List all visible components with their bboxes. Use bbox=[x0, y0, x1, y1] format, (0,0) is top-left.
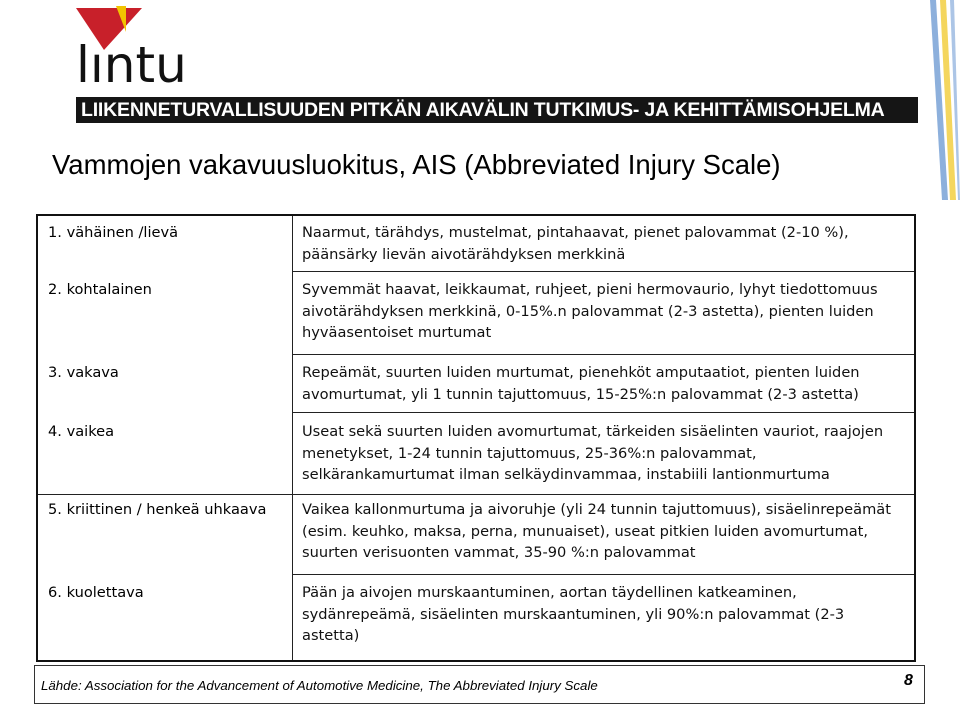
description-line: (esim. keuhko, maksa, perna, munuaiset), useat pitkien luiden avomurtumat, bbox=[302, 522, 868, 540]
description-line: Pään ja aivojen murskaantuminen, aortan täydellinen katkeaminen, bbox=[302, 584, 797, 601]
description-line: astetta) bbox=[302, 627, 360, 644]
footer-border-left bbox=[34, 665, 35, 703]
description-line: päänsärky lievän aivotärähdyksen merkkinä bbox=[302, 245, 626, 263]
ais-scale-table bbox=[36, 214, 916, 662]
level-4-label: 4. vaikea bbox=[48, 423, 115, 440]
level-3-description bbox=[302, 362, 908, 405]
page-title: Vammojen vakavuusluokitus, AIS (Abbreviated Injury Scale) bbox=[52, 149, 781, 180]
level-5-description bbox=[302, 499, 908, 564]
level-5-label: 5. kriittinen / henkeä uhkaava bbox=[48, 501, 267, 518]
page-number: 8 bbox=[904, 672, 913, 689]
level-6-label: 6. kuolettava bbox=[48, 584, 144, 601]
program-banner: LIIKENNETURVALLISUUDEN PITKÄN AIKAVÄLIN TUTKIMUS- JA KEHITTÄMISOHJELMA bbox=[76, 97, 918, 123]
description-line: aivotärähdyksen merkkinä, 0-15%.n palovammat (2-3 astetta), pienten luiden bbox=[302, 302, 874, 320]
footer-border-top bbox=[34, 665, 924, 666]
row-divider bbox=[292, 354, 914, 355]
footer-border-bottom bbox=[34, 703, 925, 704]
level-1-description bbox=[302, 222, 908, 265]
corner-decoration-icon bbox=[870, 0, 960, 200]
footer-border-right bbox=[924, 665, 925, 703]
level-6-description bbox=[302, 582, 908, 647]
row-divider bbox=[292, 574, 914, 575]
level-1-label: 1. vähäinen /lievä bbox=[48, 224, 179, 241]
description-line: hyväasentoiset murtumat bbox=[302, 324, 492, 341]
row-divider bbox=[292, 271, 914, 272]
description-line: Naarmut, tärähdys, mustelmat, pintahaavat, pienet palovammat (2-10 %), bbox=[302, 224, 849, 241]
level-2-description bbox=[302, 279, 908, 344]
description-line: sydänrepeämä, sisäelinten murskaantuminen, yli 90%:n palovammat (2-3 bbox=[302, 605, 845, 623]
level-3-label: 3. vakava bbox=[48, 364, 119, 381]
description-line: selkärankamurtumat ilman selkäydinvammaa, instabiili lantionmurtuma bbox=[302, 466, 830, 483]
level-4-description bbox=[302, 421, 908, 486]
description-line: Syvemmät haavat, leikkaumat, ruhjeet, pieni hermovaurio, lyhyt tiedottomuus bbox=[302, 281, 878, 298]
row-divider bbox=[292, 412, 914, 413]
column-divider bbox=[292, 216, 293, 660]
logo-text: lıntu bbox=[76, 36, 187, 94]
level-2-label: 2. kohtalainen bbox=[48, 281, 152, 298]
description-line: suurten verisuonten vammat, 35-90 %:n palovammat bbox=[302, 544, 696, 561]
description-line: Vaikea kallonmurtuma ja aivoruhje (yli 24 tunnin tajuttomuus), sisäelinrepeämät bbox=[302, 501, 891, 518]
description-line: menetykset, 1-24 tunnin tajuttomuus, 25-36%:n palovammat, bbox=[302, 444, 757, 462]
description-line: Repeämät, suurten luiden murtumat, pienehköt amputaatiot, pienten luiden bbox=[302, 364, 860, 381]
source-citation: Lähde: Association for the Advancement of Automotive Medicine, The Abbreviated Injury Scale bbox=[41, 678, 598, 693]
description-line: avomurtumat, yli 1 tunnin tajuttomuus, 15-25%:n palovammat (2-3 astetta) bbox=[302, 385, 859, 403]
row-divider bbox=[38, 494, 914, 495]
description-line: Useat sekä suurten luiden avomurtumat, tärkeiden sisäelinten vauriot, raajojen bbox=[302, 423, 884, 440]
